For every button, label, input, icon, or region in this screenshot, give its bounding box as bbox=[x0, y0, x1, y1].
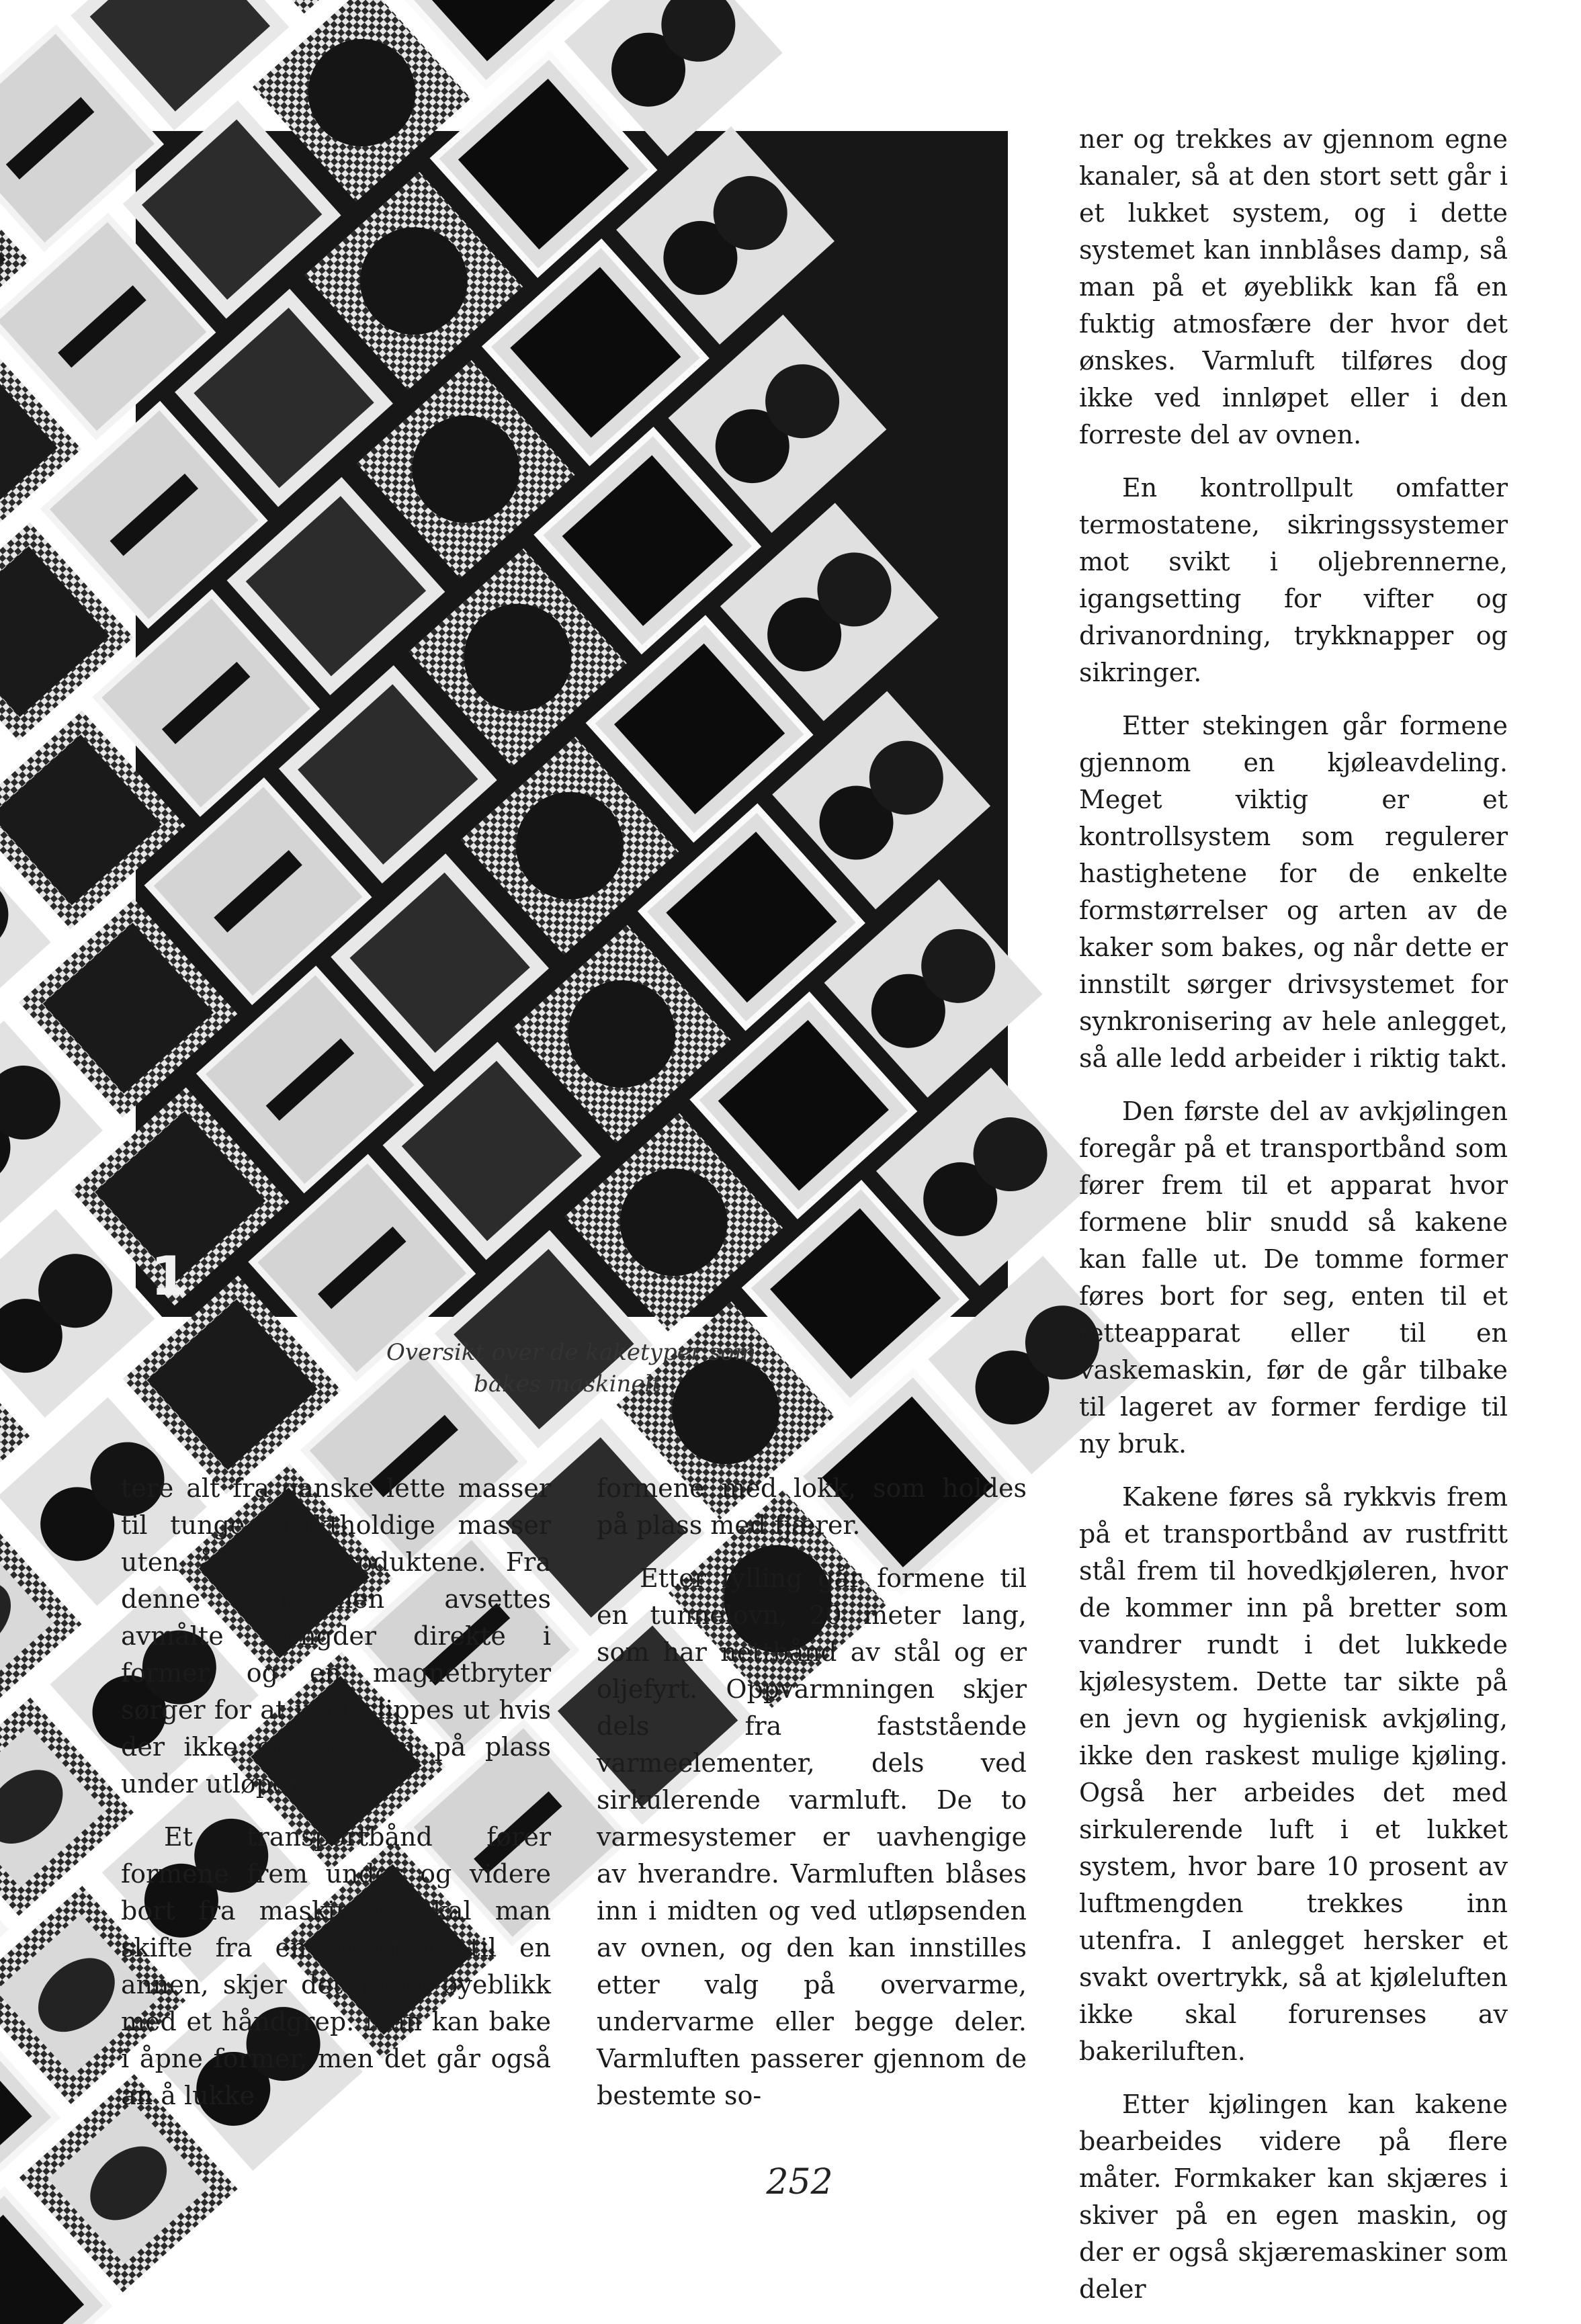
cake-types-photo bbox=[136, 131, 1008, 1317]
page-number: 252 bbox=[766, 2162, 833, 2202]
paragraph: tere alt fra ganske lette masser til tunge, fruktholdige masser uten å skade produktene. Fra denne maskinen avsettes avmålte mengder direkte i former, og en magnetbryter sørger for at intet slippes ut hvis der ikke er en form på plass under utløpet. bbox=[121, 1473, 551, 1799]
paragraph: Et transportbånd fører formene frem under og videre bort fra maskinen. Skal man skifte fra en formtype til en annen, skjer det på et øyeblikk med et håndgrep. Man kan bake i åpne former, men det går også an å lukke bbox=[121, 1822, 551, 2110]
paragraph: Etter kjølingen kan kakene bearbeides videre på flere måter. Formkaker kan skjæres i skiver på en egen maskin, og der er også skjæremaskiner som deler bbox=[1079, 2090, 1508, 2304]
paragraph: Etter stekingen går formene gjennom en kjøleavdeling. Meget viktig er et kontrollsystem som regulerer hastighetene for de enkelte formstørrelser og arten av de kaker som bakes, og når dette er innstilt sørger drivsystemet for synkronisering av hele anlegget, så alle ledd arbeider i riktig takt. bbox=[1079, 711, 1508, 1073]
figure-number: 1 bbox=[151, 1245, 188, 1307]
text-column-middle bbox=[597, 1470, 1027, 2131]
paragraph: formene med lokk, som holdes på plass med fjærer. bbox=[597, 1473, 1027, 1540]
figure-caption bbox=[302, 1337, 840, 1400]
text-column-left bbox=[121, 1470, 551, 2131]
paragraph: Den første del av avkjølingen foregår på et transportbånd som fører frem til et apparat hvor formene blir snudd så kakene kan falle ut. De tomme former føres bort for seg, enten til et fetteapparat eller til en vaskemaskin, før de går tilbake til lageret av former ferdige til ny bruk. bbox=[1079, 1096, 1508, 1459]
paragraph: ner og trekkes av gjennom egne kanaler, så at den stort sett går i et lukket system, og i dette systemet kan innblåses damp, så man på et øyeblikk kan få en fuktig atmosfære der hvor det ønskes. Varmluft tilføres dog ikke ved innløpet eller i den forreste del av ovnen. bbox=[1079, 124, 1508, 449]
paragraph: Etter fylling går formene til en tunnelovn, 20 meter lang, som har nettbånd av stål og er oljefyrt. Oppvarmningen skjer dels fra faststående varmeelementer, dels ved sirkulerende varmluft. De to varmesystemer er uavhengige av hverandre. Varmluften blåses inn i midten og ved utløpsenden av ovnen, og den kan innstilles etter valg på overvarme, undervarme eller begge deler. Varmluften passerer gjennom de bestemte so- bbox=[597, 1563, 1027, 2110]
cake-trays-illustration bbox=[136, 131, 1008, 1317]
paragraph: En kontrollpult omfatter termostatene, sikringssystemer mot svikt i oljebrennerne, igangsetting for vifter og drivanordning, trykknapper og sikringer. bbox=[1079, 473, 1508, 687]
text-column-right bbox=[1079, 121, 1508, 2324]
caption-line: bakes maskinelt. bbox=[474, 1371, 669, 1397]
caption-line: Oversikt over de kaketyper som bbox=[386, 1339, 756, 1366]
paragraph: Kakene føres så rykkvis frem på et transportbånd av rustfritt stål frem til hovedkjøleren, hvor de kommer inn på bretter som vandrer rundt i det lukkede kjølesystem. Dette tar sikte på en jevn og hygienisk avkjøling, ikke den raskest mulige kjøling. Også her arbeides det med sirkulerende luft i et lukket system, hvor bare 10 prosent av luftmengden trekkes inn utenfra. I anlegget hersker et svakt overtrykk, så at kjøleluften ikke skal forurenses av bakeriluften. bbox=[1079, 1482, 1508, 2066]
